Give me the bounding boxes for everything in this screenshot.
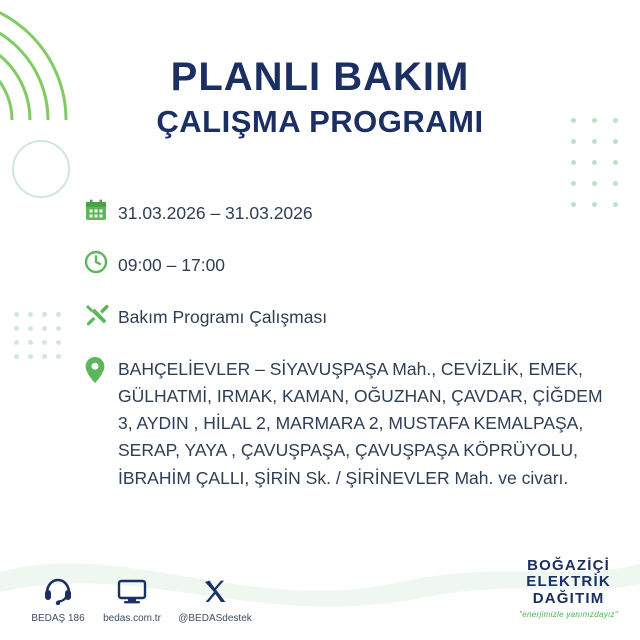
info-list <box>84 198 604 492</box>
address-text: BAHÇELİEVLER – SİYAVUŞPAŞA Mah., CEVİZLİK, EMEK, GÜLHATMİ, IRMAK, KAMAN, OĞUZHAN, ÇAVDAR, ÇİĞDEM 3, AYDIN , HİLAL 2, MARMARA 2, MUSTAFA KEMALPAŞA, SERAP, YAYA , ÇAVUŞPAŞA, ÇAVUŞPAŞA KÖPRÜYOLU, İBRAHİM ÇALLI, ŞİRİN Sk. / ŞİRİNEVLER Mah. ve civarı. <box>118 359 603 488</box>
work-type-text: Bakım Programı Çalışması <box>118 307 328 327</box>
brand-line-2: ELEKTRİK <box>526 573 611 591</box>
brand-logo <box>519 558 618 620</box>
title-line-2: ÇALIŞMA PROGRAMI <box>156 104 484 139</box>
tools-icon <box>84 302 118 332</box>
calendar-icon <box>84 198 118 228</box>
monitor-icon <box>96 579 168 608</box>
footer-label-social: @BEDASdestek <box>178 613 252 624</box>
footer <box>0 544 640 640</box>
footer-item-website[interactable] <box>96 579 168 624</box>
time-text: 09:00 – 17:00 <box>118 255 226 275</box>
dot-grid-decoration-left <box>14 312 61 359</box>
circle-outline-decoration <box>12 140 70 198</box>
map-pin-icon <box>84 354 118 386</box>
date-row <box>84 198 604 228</box>
brand-line-3: DAĞITIM <box>532 590 605 608</box>
brand-line-1: BOĞAZİÇİ <box>527 556 611 574</box>
brand-slogan: "enerjimizle yanınızdayız" <box>519 610 618 620</box>
footer-item-call-center[interactable] <box>26 577 90 624</box>
date-text: 31.03.2026 – 31.03.2026 <box>118 203 313 223</box>
footer-item-social[interactable] <box>172 579 258 624</box>
address-row <box>84 354 604 492</box>
headset-icon <box>26 577 90 608</box>
time-row <box>84 250 604 280</box>
title-line-1: PLANLI BAKIM <box>170 55 470 99</box>
x-social-icon <box>172 579 258 608</box>
clock-icon <box>84 250 118 280</box>
footer-label-website: bedas.com.tr <box>103 613 161 624</box>
footer-label-call-center: BEDAŞ 186 <box>31 613 85 624</box>
page-title <box>0 56 640 140</box>
work-type-row <box>84 302 604 332</box>
